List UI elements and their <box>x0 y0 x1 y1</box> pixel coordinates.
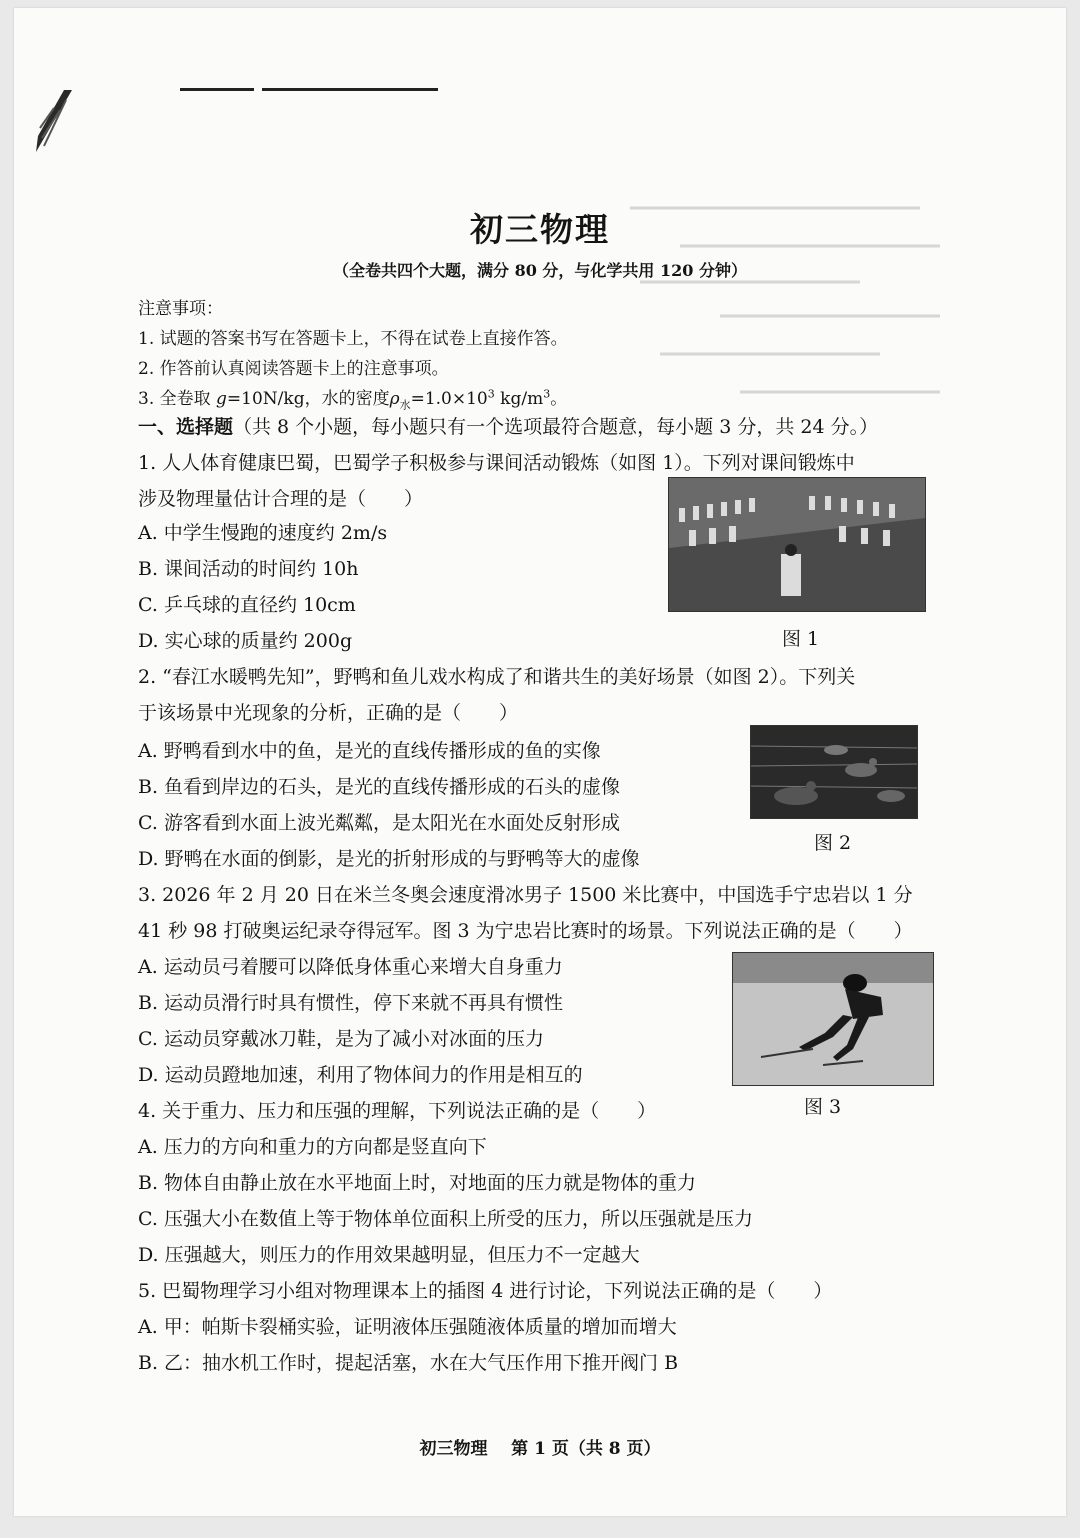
figure-3-caption: 图 3 <box>804 1096 842 1118</box>
figure-2-photo <box>750 725 918 819</box>
q5-stem: 5. 巴蜀物理学习小组对物理课本上的插图 4 进行讨论，下列说法正确的是（ ） <box>138 1280 833 1302</box>
note-unit-exp: 3 <box>543 387 551 401</box>
section1-desc: （共 8 个小题，每小题只有一个选项最符合题意，每小题 3 分，共 24 分。） <box>233 416 879 438</box>
note-rho-subscript: 水 <box>399 398 411 412</box>
q3-stem-line1: 3. 2026 年 2 月 20 日在米兰冬奥会速度滑冰男子 1500 米比赛中，中国选手宁忠岩以 1 分 <box>138 884 913 906</box>
note-item-1: 1. 试题的答案书写在答题卡上，不得在试卷上直接作答。 <box>138 329 568 349</box>
q5-option-a: A. 甲：帕斯卡裂桶实验，证明液体压强随液体质量的增加而增大 <box>138 1316 677 1338</box>
page-footer <box>0 1434 1080 1459</box>
notes-heading: 注意事项： <box>138 299 223 319</box>
figure-1-caption: 图 1 <box>782 628 820 650</box>
q3-option-b: B. 运动员滑行时具有惯性，停下来就不再具有惯性 <box>138 992 564 1014</box>
q1-option-c: C. 乒乓球的直径约 10cm <box>138 594 356 616</box>
note-item-3-val: =1.0×10 <box>410 389 488 409</box>
note-item-2: 2. 作答前认真阅读答题卡上的注意事项。 <box>138 359 449 379</box>
note-item-3 <box>138 384 568 412</box>
q3-option-c: C. 运动员穿戴冰刀鞋，是为了减小对冰面的压力 <box>138 1028 544 1050</box>
footer-page: 第 1 页（共 8 页） <box>511 1439 661 1459</box>
top-rule-right <box>262 88 438 91</box>
page-title: 初三物理 <box>470 210 610 249</box>
footer-subject: 初三物理 <box>419 1439 488 1459</box>
note-rho-symbol: ρ <box>389 389 400 409</box>
q3-option-d: D. 运动员蹬地加速，利用了物体间力的作用是相互的 <box>138 1064 583 1086</box>
q1-option-b: B. 课间活动的时间约 10h <box>138 558 359 580</box>
figure-2-caption: 图 2 <box>814 832 852 854</box>
q4-stem: 4. 关于重力、压力和压强的理解，下列说法正确的是（ ） <box>138 1100 657 1122</box>
figure-3-illustration <box>733 953 933 1085</box>
note-item-3-mid: =10N/kg，水的密度 <box>226 389 390 409</box>
figure-1-photo <box>668 477 926 612</box>
note-item-3-end: 。 <box>550 389 568 409</box>
q2-stem-line2: 于该场景中光现象的分析，正确的是（ ） <box>138 702 519 724</box>
note-item-3-pre: 3. 全卷取 <box>138 389 217 409</box>
note-g-symbol: g <box>216 389 227 409</box>
q5-option-b: B. 乙：抽水机工作时，提起活塞，水在大气压作用下推开阀门 B <box>138 1352 679 1374</box>
q4-option-a: A. 压力的方向和重力的方向都是竖直向下 <box>138 1136 487 1158</box>
q2-option-c: C. 游客看到水面上波光粼粼，是太阳光在水面处反射形成 <box>138 812 620 834</box>
q3-stem-line2: 41 秒 98 打破奥运纪录夺得冠军。图 3 为宁忠岩比赛时的场景。下列说法正确的是（ ） <box>138 920 913 942</box>
q3-option-a: A. 运动员弓着腰可以降低身体重心来增大自身重力 <box>138 956 563 978</box>
page-subtitle: （全卷共四个大题，满分 80 分，与化学共用 120 分钟） <box>333 261 747 280</box>
top-rule-left <box>180 88 254 91</box>
q1-stem-line1: 1. 人人体育健康巴蜀，巴蜀学子积极参与课间活动锻炼（如图 1）。下列对课间锻炼中 <box>138 452 855 474</box>
q4-option-b: B. 物体自由静止放在水平地面上时，对地面的压力就是物体的重力 <box>138 1172 697 1194</box>
section1-heading: 一、选择题 <box>138 416 234 438</box>
q1-option-d: D. 实心球的质量约 200g <box>138 630 353 652</box>
q2-option-a: A. 野鸭看到水中的鱼，是光的直线传播形成的鱼的实像 <box>138 740 601 762</box>
q1-option-a: A. 中学生慢跑的速度约 2m/s <box>138 522 388 544</box>
q2-stem-line1: 2. “春江水暖鸭先知”，野鸭和鱼儿戏水构成了和谐共生的美好场景（如图 2）。下列关 <box>138 666 856 688</box>
section1-header <box>138 412 878 439</box>
q1-stem-line2: 涉及物理量估计合理的是（ ） <box>138 488 424 510</box>
figure-1-illustration <box>669 478 925 611</box>
note-exp: 3 <box>487 387 495 401</box>
q2-option-b: B. 鱼看到岸边的石头，是光的直线传播形成的石头的虚像 <box>138 776 621 798</box>
figure-2-illustration <box>751 726 917 818</box>
corner-scan-mark <box>34 88 74 154</box>
q4-option-d: D. 压强越大，则压力的作用效果越明显，但压力不一定越大 <box>138 1244 640 1266</box>
note-unit: kg/m <box>494 389 544 409</box>
figure-3-photo <box>732 952 934 1086</box>
q2-option-d: D. 野鸭在水面的倒影，是光的折射形成的与野鸭等大的虚像 <box>138 848 640 870</box>
q4-option-c: C. 压强大小在数值上等于物体单位面积上所受的压力，所以压强就是压力 <box>138 1208 753 1230</box>
